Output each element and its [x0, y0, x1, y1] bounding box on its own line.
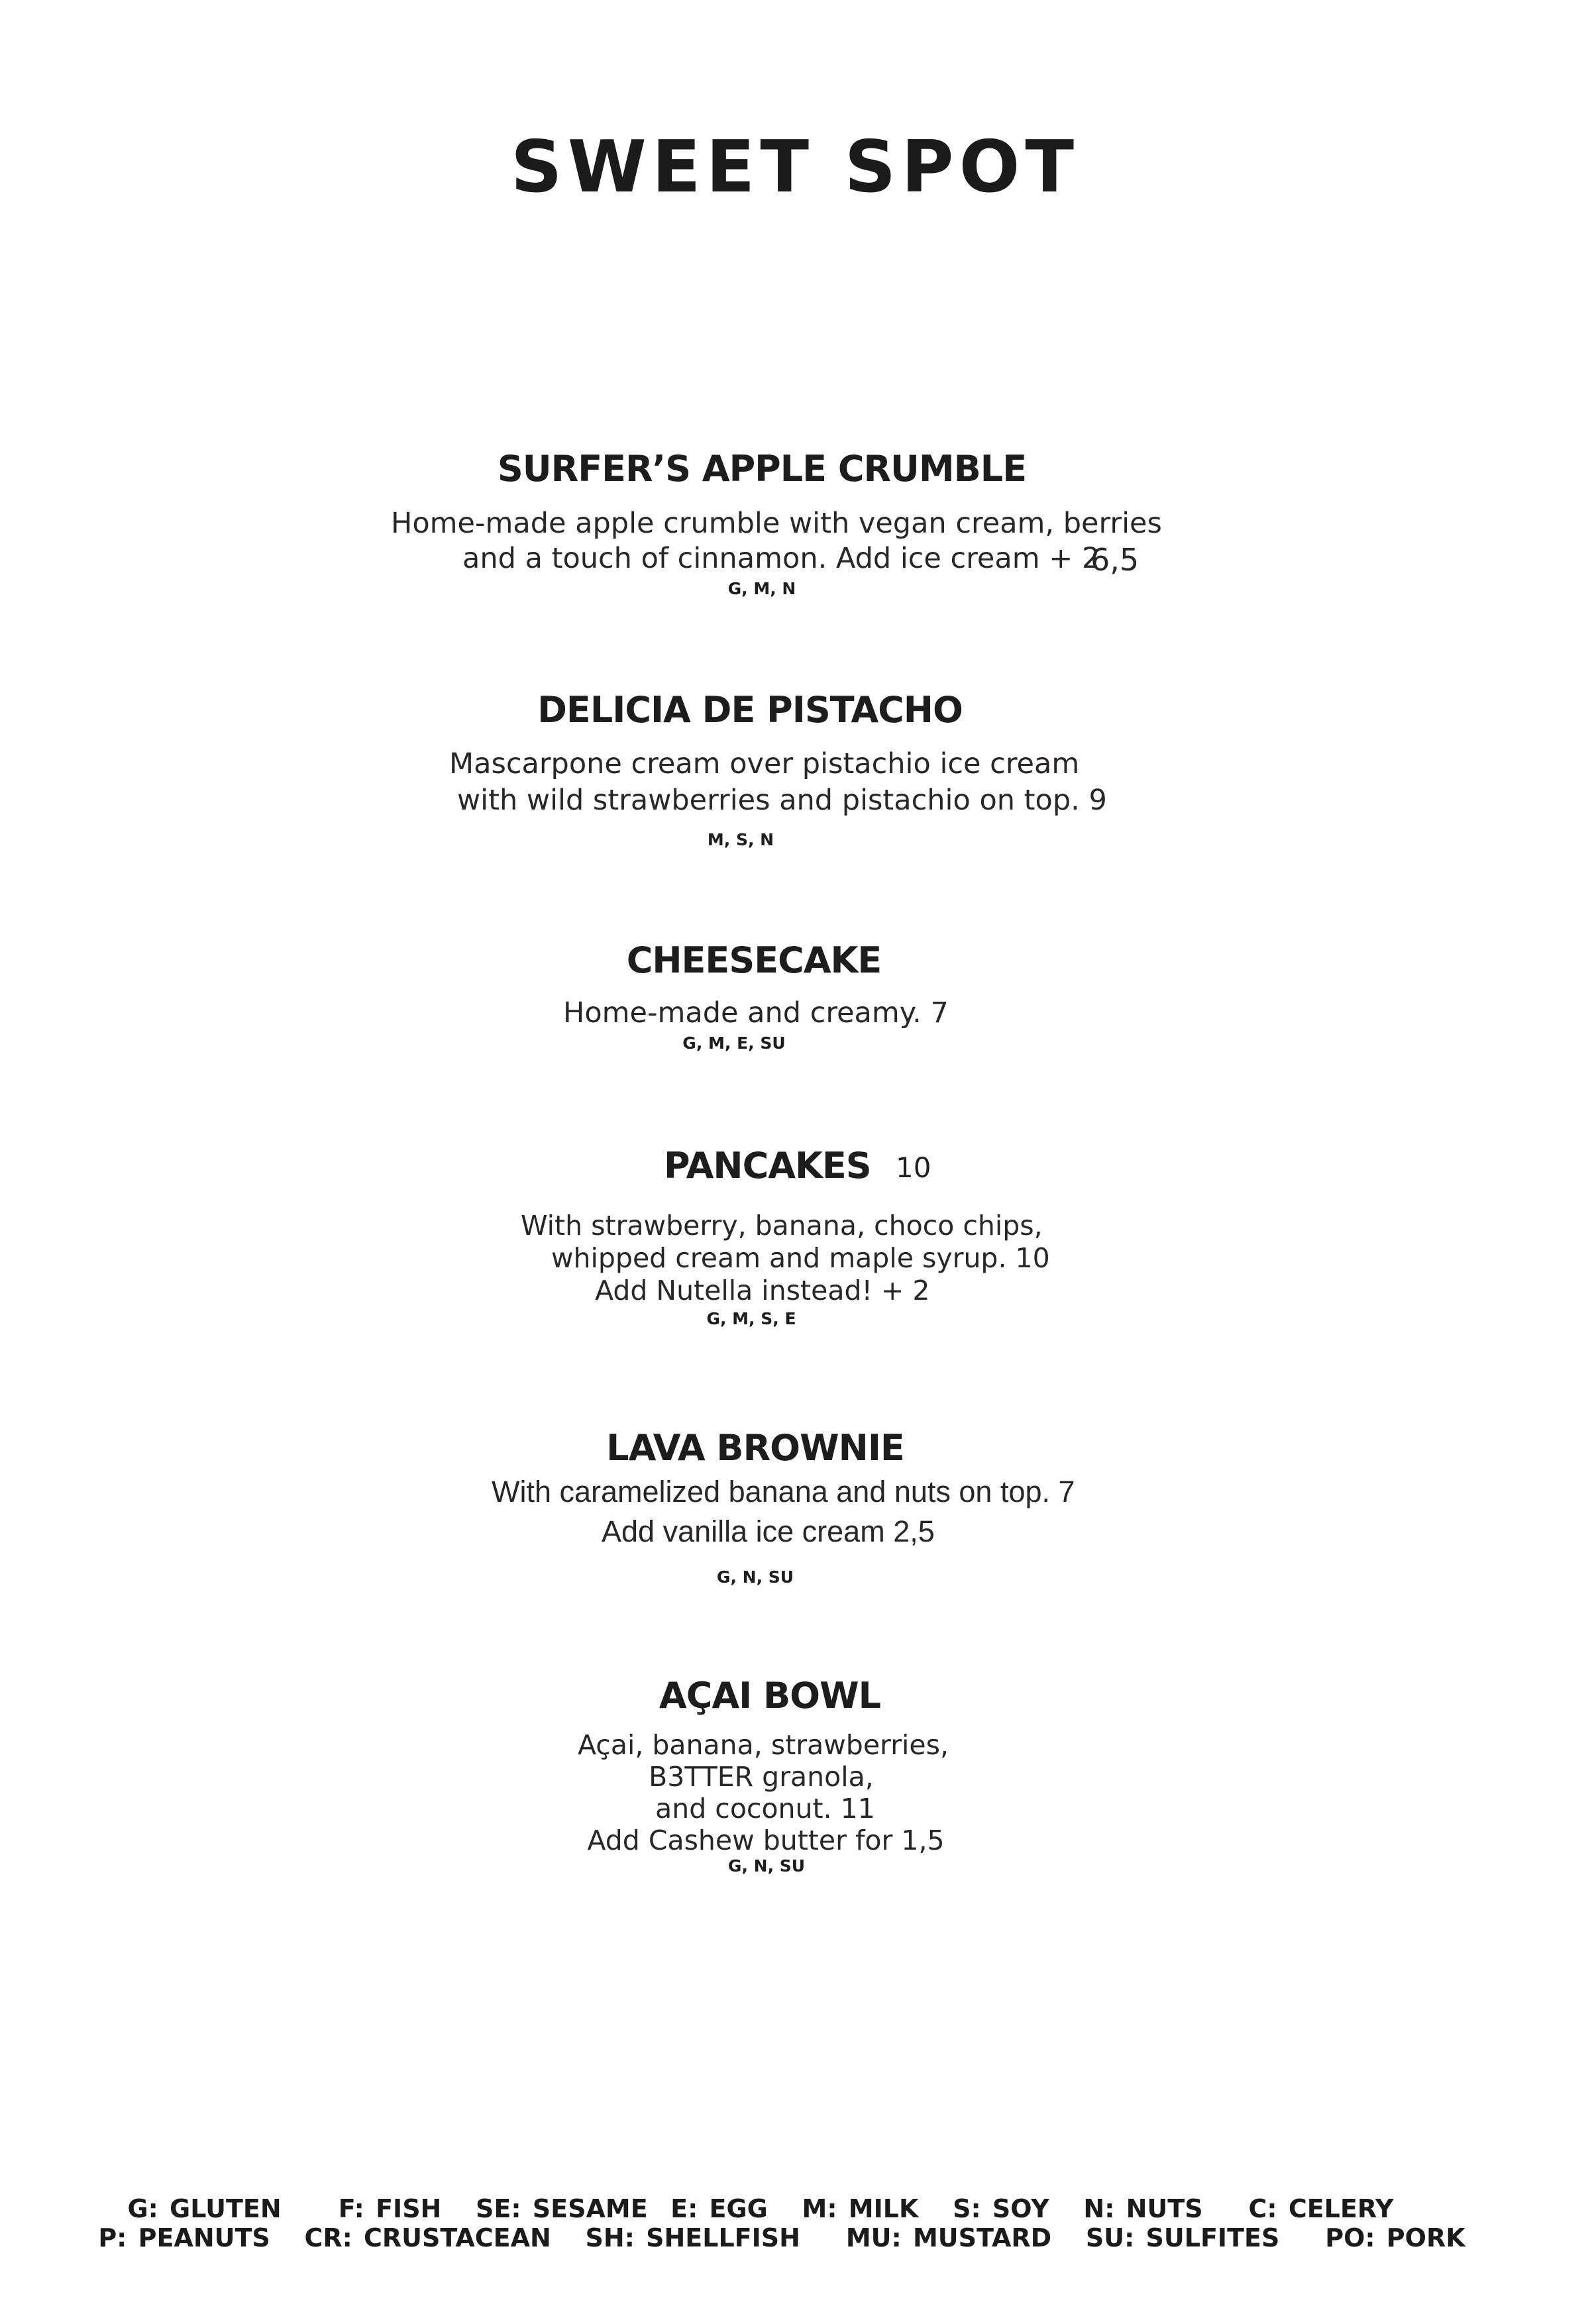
- item-name: SURFER’S APPLE CRUMBLE: [497, 448, 1027, 490]
- item-description-line: With caramelized banana and nuts on top. 7: [492, 1475, 1075, 1508]
- item-description-line: Home-made apple crumble with vegan cream, berries: [391, 507, 1162, 540]
- item-allergens: G, N, SU: [716, 1567, 794, 1587]
- item-allergens: G, N, SU: [727, 1856, 806, 1875]
- item-name: CHEESECAKE: [626, 939, 882, 981]
- page-title: SWEET SPOT: [510, 126, 1080, 209]
- item-name: DELICIA DE PISTACHO: [537, 689, 963, 731]
- item-name: LAVA BROWNIE: [606, 1427, 904, 1469]
- item-description-line: whipped cream and maple syrup. 10: [551, 1242, 1050, 1274]
- item-price: 10: [896, 1151, 931, 1184]
- item-description-line: with wild strawberries and pistachio on top. 9: [457, 784, 1107, 817]
- legend-row: P: PEANUTS CR: CRUSTACEAN SH: SHELLFISH MU: MUSTARD SU: SULFITES PO: PORK: [98, 2223, 1465, 2252]
- item-description-line: Add vanilla ice cream 2,5: [602, 1514, 935, 1548]
- item-allergens: M, S, N: [707, 830, 774, 849]
- item-name: PANCAKES: [664, 1145, 871, 1187]
- item-description-line: and coconut. 11: [655, 1793, 875, 1824]
- item-description-line: Mascarpone cream over pistachio ice cream: [449, 747, 1080, 780]
- item-allergens: G, M, N: [727, 579, 796, 598]
- item-description-line: With strawberry, banana, choco chips,: [521, 1210, 1043, 1241]
- legend-row: G: GLUTEN F: FISH SE: SESAME E: EGG M: MILK S: SOY N: NUTS C: CELERY: [127, 2194, 1394, 2223]
- item-allergens: G, M, S, E: [706, 1309, 796, 1328]
- item-description-line: Home-made and creamy. 7: [563, 996, 949, 1030]
- item-name: AÇAI BOWL: [659, 1675, 881, 1717]
- item-price: 6,5: [1090, 542, 1140, 578]
- item-description-line: Add Cashew butter for 1,5: [587, 1824, 945, 1856]
- item-allergens: G, M, E, SU: [682, 1033, 786, 1053]
- item-description-line: Add Nutella instead! + 2: [595, 1275, 930, 1306]
- item-description-line: Açai, banana, strawberries,: [577, 1729, 949, 1761]
- item-description-line: B3TTER granola,: [649, 1761, 874, 1793]
- item-description-line: and a touch of cinnamon. Add ice cream + 2: [462, 542, 1100, 575]
